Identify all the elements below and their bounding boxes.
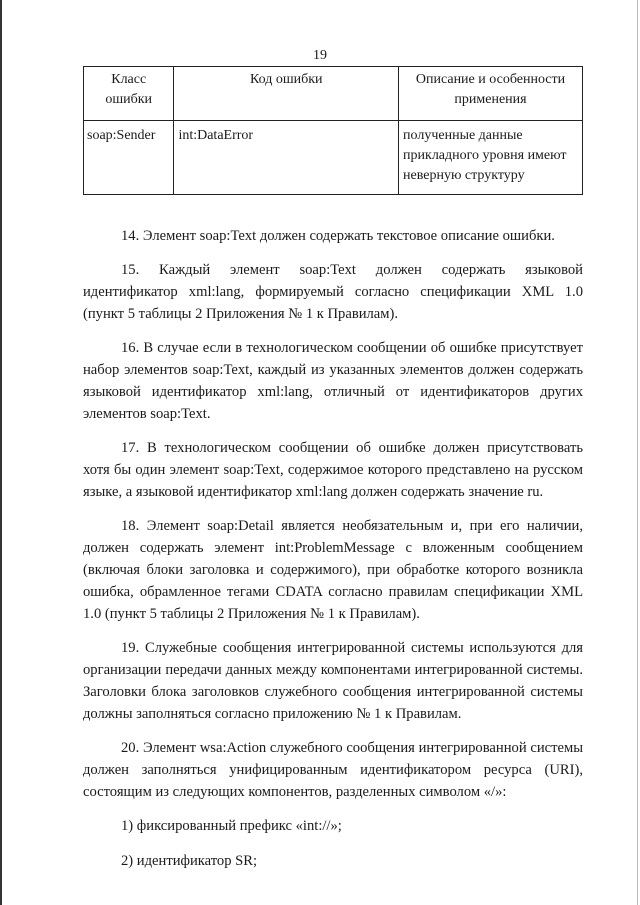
paragraph-17: 17. В технологическом сообщении об ошибке должен присутствовать хотя бы один элемент soap:Text, содержимое которого представлено на русском языке, а языковой идентификатор xml:lang должен содержать значение ru. — [83, 440, 583, 500]
header-error-code: Код ошибки — [174, 67, 399, 121]
list-item-1: 1) фиксированный префикс «int://»; — [121, 818, 342, 834]
document-body — [83, 225, 583, 885]
page-left-edge — [0, 0, 2, 905]
paragraph-14: 14. Элемент soap:Text должен содержать текстовое описание ошибки. — [121, 228, 555, 244]
cell-description: полученные данные прикладного уровня имеют неверную структуру — [399, 121, 583, 195]
list-item-2: 2) идентификатор SR; — [121, 853, 258, 869]
paragraph-20: 20. Элемент wsa:Action служебного сообщения интегрированной системы должен заполняться унифицированным идентификатором ресурса (URI), состоящим из следующих компонентов, разделенных символом «/»: — [83, 740, 583, 800]
cell-error-code: int:DataError — [174, 121, 399, 195]
header-description: Описание и особенности применения — [399, 67, 583, 121]
paragraph-19: 19. Служебные сообщения интегрированной системы используются для организации передачи данных между компонентами интегрированной системы. Заголовки блока заголовков служебного сообщения интегрированной системы должны заполняться согласно приложению № 1 к Правилам. — [83, 640, 583, 722]
cell-error-class: soap:Sender — [84, 121, 174, 195]
paragraph-18: 18. Элемент soap:Detail является необязательным и, при его наличии, должен содержать элемент int:ProblemMessage с вложенным сообщением (включая блоки заголовка и содержимого), при обработке которого возникла ошибка, обрамленное тегами CDATA согласно правилам спецификации XML 1.0 (пункт 5 таблицы 2 Приложения № 1 к Правилам). — [83, 518, 583, 622]
paragraph-15: 15. Каждый элемент soap:Text должен содержать языковой идентификатор xml:lang, формируемый согласно спецификации XML 1.0 (пункт 5 таблицы 2 Приложения № 1 к Правилам). — [83, 262, 583, 322]
table-header-row — [84, 67, 583, 121]
table-row — [84, 121, 583, 195]
page-number: 19 — [313, 48, 327, 63]
page-right-edge — [637, 0, 638, 905]
header-error-class: Класс ошибки — [84, 67, 174, 121]
paragraph-16: 16. В случае если в технологическом сообщении об ошибке присутствует набор элементов soap:Text, каждый из указанных элементов должен содержать языковой идентификатор xml:lang, отличный от идентификаторов других элементов soap:Text. — [83, 340, 583, 422]
error-table — [83, 66, 583, 195]
